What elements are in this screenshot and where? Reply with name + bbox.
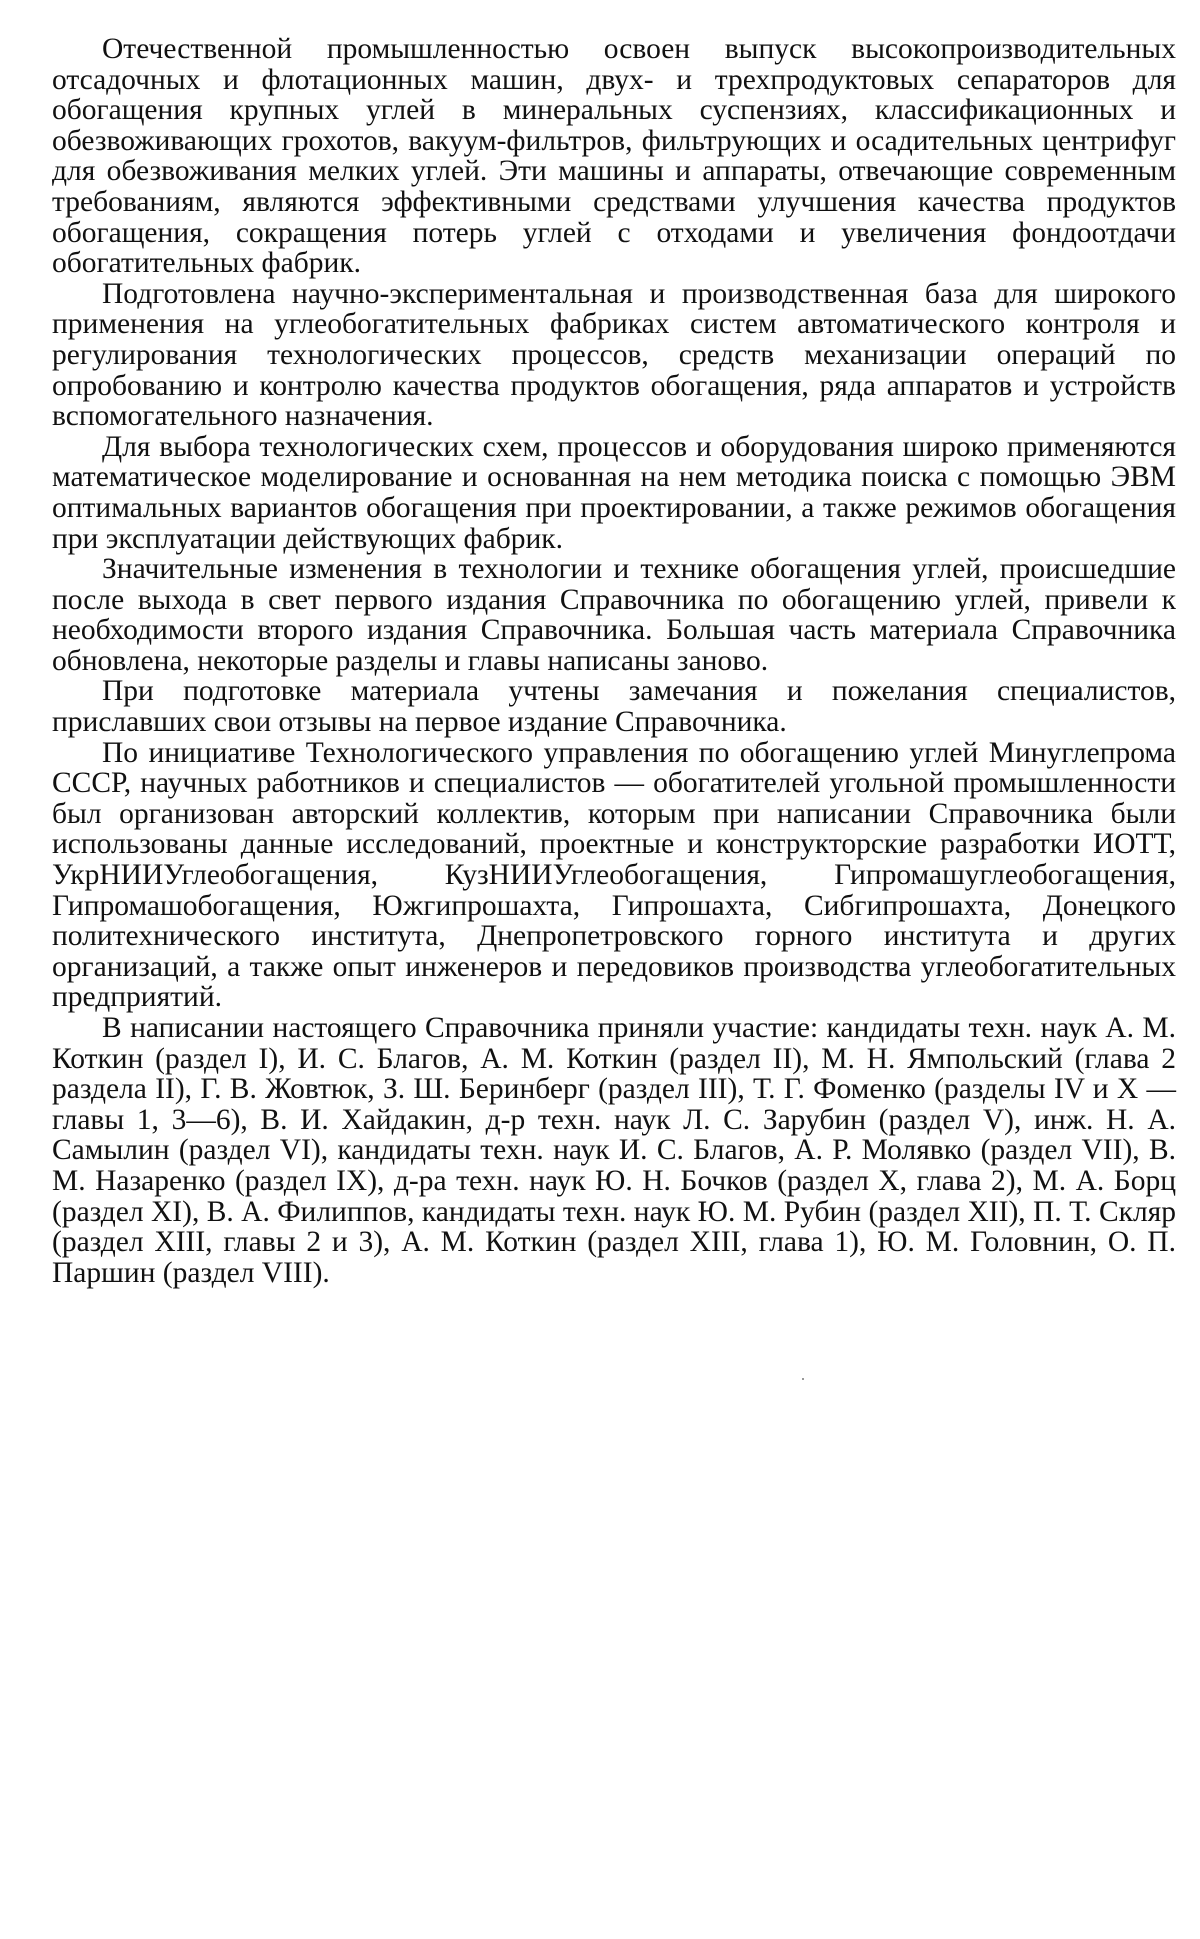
paragraph-feedback: При подготовке материала учтены замечания и пожелания специалистов, приславших свои отзывы на первое издание Справочника.	[52, 676, 1176, 737]
document-page	[52, 34, 1176, 1288]
paragraph-second-edition: Значительные изменения в технологии и технике обогащения углей, происшедшие после выхода в свет первого издания Справочника по обогащению углей, привели к необходимости второго издания Справочника. Большая часть материала Справочника обновлена, некоторые разделы и главы написаны заново.	[52, 554, 1176, 676]
paragraph-equipment: Отечественной промышленностью освоен выпуск высокопроизводительных отсадочных и флотационных машин, двух- и трехпродуктовых сепараторов для обогащения крупных углей в минеральных суспензиях, классификационных и обезвоживающих грохотов, вакуум-фильтров, фильтрующих и осадительных центрифуг для обезвоживания мелких углей. Эти машины и аппараты, отвечающие современным требованиям, являются эффективными средствами улучшения качества продуктов обогащения, сокращения потерь углей с отходами и увеличения фондоотдачи обогатительных фабрик.	[52, 34, 1176, 279]
paragraph-contributors: В написании настоящего Справочника приняли участие: кандидаты техн. наук А. М. Коткин (раздел I), И. С. Благов, А. М. Коткин (раздел II), М. Н. Ямпольский (глава 2 раздела II), Г. В. Жовтюк, З. Ш. Беринберг (раздел III), Т. Г. Фоменко (разделы IV и X — главы 1, 3—6), В. И. Хайдакин, д-р техн. наук Л. С. Зарубин (раздел V), инж. Н. А. Самылин (раздел VI), кандидаты техн. наук И. С. Благов, А. Р. Молявко (раздел VII), В. М. Назаренко (раздел IX), д-ра техн. наук Ю. Н. Бочков (раздел X, глава 2), М. А. Борц (раздел XI), В. А. Филиппов, кандидаты техн. наук Ю. М. Рубин (раздел XII), П. Т. Скляр (раздел XIII, главы 2 и 3), А. М. Коткин (раздел XIII, глава 1), Ю. М. Головнин, О. П. Паршин (раздел VIII).	[52, 1013, 1176, 1288]
scan-speck	[802, 1378, 804, 1380]
paragraph-author-collective: По инициативе Технологического управления по обогащению углей Минуглепрома СССР, научных работников и специалистов — обогатителей угольной промышленности был организован авторский коллектив, которым при написании Справочника были использованы данные исследований, проектные и конструкторские разработки ИОТТ, УкрНИИУглеобогащения, КузНИИУглеобогащения, Гипромашуглеобогащения, Гипромашобогащения, Южгипрошахта, Гипрошахта, Сибгипрошахта, Донецкого политехнического института, Днепропетровского горного института и других организаций, а также опыт инженеров и передовиков производства углеобогатительных предприятий.	[52, 738, 1176, 1013]
paragraph-modeling: Для выбора технологических схем, процессов и оборудования широко применяются математическое моделирование и основанная на нем методика поиска с помощью ЭВМ оптимальных вариантов обогащения при проектировании, а также режимов обогащения при эксплуатации действующих фабрик.	[52, 432, 1176, 554]
paragraph-automation: Подготовлена научно-экспериментальная и производственная база для широкого применения на углеобогатительных фабриках систем автоматического контроля и регулирования технологических процессов, средств механизации операций по опробованию и контролю качества продуктов обогащения, ряда аппаратов и устройств вспомогательного назначения.	[52, 279, 1176, 432]
